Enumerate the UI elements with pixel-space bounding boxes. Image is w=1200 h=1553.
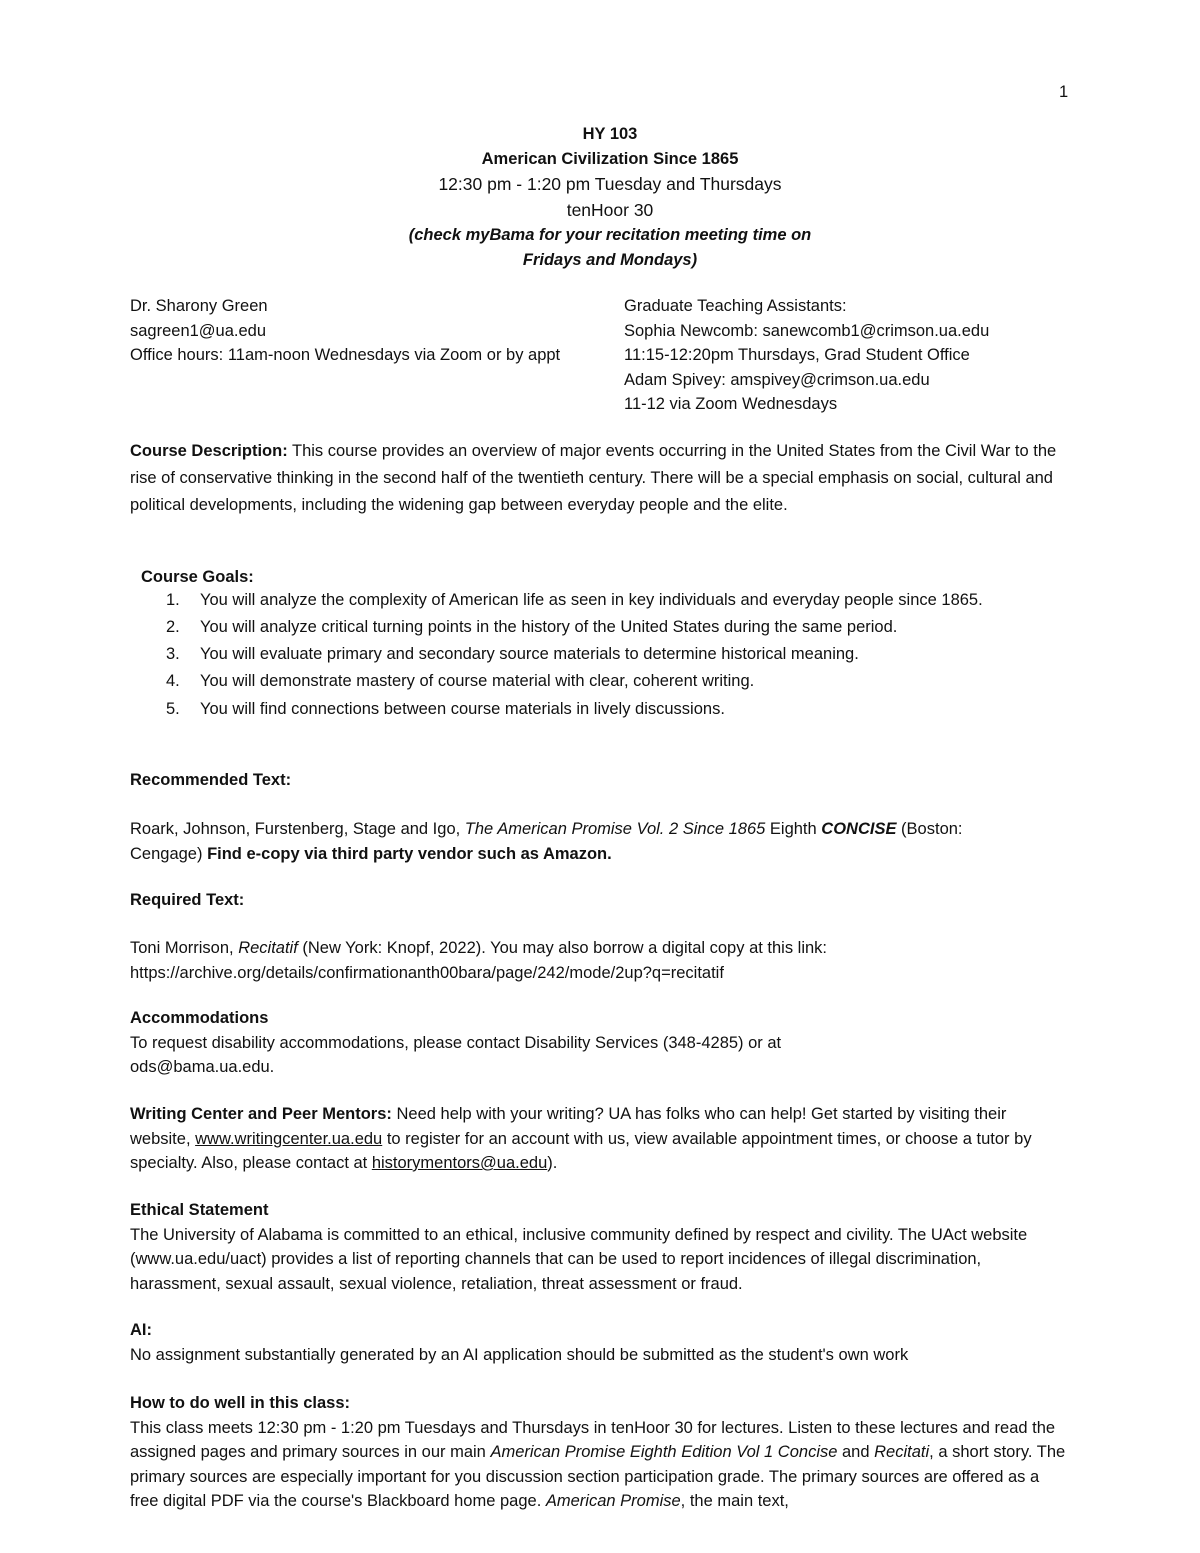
accommodations-line1: To request disability accommodations, please contact Disability Services (348-4285) or at	[130, 1033, 782, 1052]
course-location: tenHoor 30	[566, 200, 654, 220]
page-number: 1	[1059, 83, 1069, 101]
recommended-note: Find e-copy via third party vendor such as Amazon.	[207, 844, 612, 863]
ethical-heading: Ethical Statement	[130, 1201, 269, 1219]
ta2-contact: Adam Spivey: amspivey@crimson.ua.edu	[624, 370, 930, 389]
goals-title: Course Goals:	[141, 568, 254, 586]
recommended-text	[130, 817, 1030, 866]
ai-heading: AI:	[130, 1321, 152, 1339]
recitation-note-line1: (check myBama for your recitation meeting time on	[408, 226, 812, 244]
course-description	[130, 438, 1070, 519]
description-text: This course provides an overview of major events occurring in the United States from the Civil War to the rise of conservative thinking in the second half of the twentieth century. There will be a special emphasis on social, cultural and political developments, including the widening gap between everyday people and the elite.	[130, 442, 1057, 514]
instructor-block	[130, 294, 610, 368]
course-schedule: 12:30 pm - 1:20 pm Tuesday and Thursdays	[438, 174, 782, 194]
ethical-section	[130, 1198, 1065, 1296]
instructor-name: Dr. Sharony Green	[130, 297, 268, 315]
ai-section	[130, 1318, 1070, 1367]
required-link: https://archive.org/details/confirmationanth00bara/page/242/mode/2up?q=recitatif	[130, 963, 724, 982]
instructor-office-hours: Office hours: 11am-noon Wednesdays via Zoom or by appt	[130, 346, 561, 364]
recommended-edition: Eighth	[765, 820, 822, 838]
recommended-concise: CONCISE	[821, 820, 897, 838]
ai-text: No assignment substantially generated by an AI application should be submitted as the student's own work	[130, 1345, 909, 1364]
ta2-hours: 11-12 via Zoom Wednesdays	[624, 395, 838, 413]
ta-heading: Graduate Teaching Assistants:	[624, 297, 847, 315]
accommodations-section	[130, 1006, 1070, 1080]
recommended-heading: Recommended Text:	[130, 771, 292, 789]
how-to-section	[130, 1391, 1070, 1514]
goal-item: 1. You will analyze the complexity of American life as seen in key individuals and everyday people since 1865.	[166, 591, 983, 609]
goal-item: 2. You will analyze critical turning points in the history of the United States during the same period.	[166, 618, 898, 636]
accommodations-heading: Accommodations	[130, 1009, 269, 1027]
required-title: Recitatif	[238, 939, 298, 957]
goal-item: 3. You will evaluate primary and secondary source materials to determine historical meaning.	[166, 645, 859, 663]
required-author: Toni Morrison,	[130, 939, 239, 957]
required-rest: (New York: Knopf, 2022). You may also borrow a digital copy at this link:	[297, 939, 828, 957]
course-title: American Civilization Since 1865	[481, 149, 739, 168]
recommended-authors: Roark, Johnson, Furstenberg, Stage and Igo,	[130, 820, 465, 838]
ethical-text: The University of Alabama is committed to an ethical, inclusive community defined by respect and civility. The UAct website (www.ua.edu/uact) provides a list of reporting channels that can be used to report incidences of illegal discrimination, harassment, sexual assault, sexual violence, retaliation, threat assessment or fraud.	[130, 1225, 1028, 1293]
course-code: HY 103	[582, 125, 638, 143]
how-to-heading: How to do well in this class:	[130, 1394, 351, 1412]
writing-center-label: Writing Center and Peer Mentors:	[130, 1105, 392, 1123]
goal-item: 4. You will demonstrate mastery of course material with clear, coherent writing.	[166, 672, 755, 690]
course-header	[0, 122, 1200, 272]
recitation-note-line2: Fridays and Mondays)	[522, 250, 698, 269]
instructor-email: sagreen1@ua.edu	[130, 321, 267, 340]
accommodations-line2: ods@bama.ua.edu.	[130, 1058, 275, 1076]
ta1-contact: Sophia Newcomb: sanewcomb1@crimson.ua.edu	[624, 321, 990, 340]
required-heading: Required Text:	[130, 891, 245, 909]
recommended-publisher: (Boston: Cengage)	[130, 820, 963, 863]
recommended-title: The American Promise Vol. 2 Since 1865	[464, 820, 766, 838]
writing-center-section: Writing Center and Peer Mentors: Need help with your writing? UA has folks who can help! Get started by visiting their website, www.writingcenter.ua.edu to register for an account with us, view available appointment times, or choose a tutor by specialty. Also, please contact at historymentors@ua.edu).	[130, 1105, 1032, 1172]
how-to-text: This class meets 12:30 pm - 1:20 pm Tuesdays and Thursdays in tenHoor 30 for lectures. Listen to these lectures and read the assigned pages and primary sources in our main American Promise Eighth Edition Vol 1 Concise and Recitati, a short story. The primary sources are especially important for you discussion section participation grade. The primary sources are offered as a free digital PDF via the course's Blackboard home page. American Promise, the main text,	[130, 1418, 1066, 1510]
writing-center-link[interactable]: www.writingcenter.ua.edu	[195, 1129, 383, 1148]
writing-center-text: Need help with your writing? UA has folks who can help! Get started by visiting their website,	[130, 1105, 1007, 1148]
description-label: Course Description:	[130, 442, 288, 460]
ta1-hours: 11:15-12:20pm Thursdays, Grad Student Office	[624, 346, 970, 364]
ta-block	[624, 294, 1104, 417]
goal-item: 5. You will find connections between course materials in lively discussions.	[166, 700, 725, 718]
history-mentors-link[interactable]: historymentors@ua.edu	[371, 1154, 548, 1172]
required-text	[130, 936, 1070, 985]
